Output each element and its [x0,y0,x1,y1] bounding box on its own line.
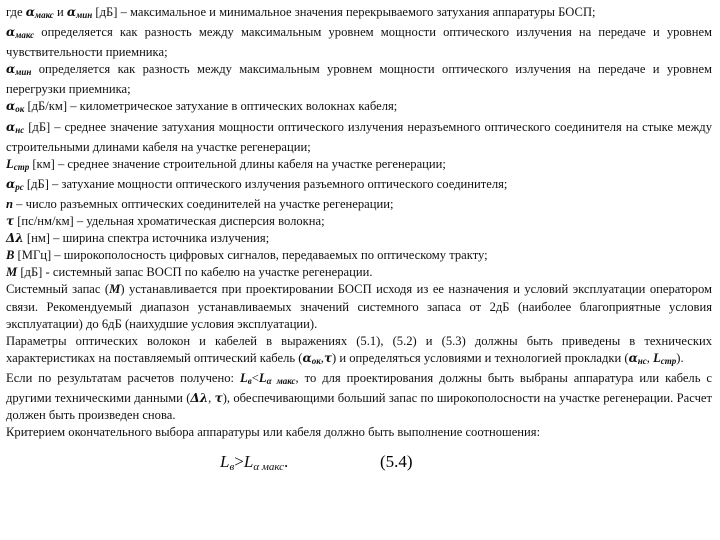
text: где [6,5,26,19]
formula [220,452,288,473]
text-line [6,4,712,24]
text-line [6,213,712,230]
text-line [6,424,712,441]
formula-number: (5.4) [380,452,413,471]
text: ). [676,350,684,365]
formula-subscript: в [229,461,235,473]
text: Системный запас ( [6,282,110,297]
alpha-symbol: α [6,25,16,40]
tau-symbol: τ [214,390,223,405]
alpha-symbol: α [6,119,16,134]
text: , [646,350,654,365]
subscript: стр [13,161,30,172]
subscript: мин [15,67,32,78]
text: – число разъемных оптических соединителей на участке регенерации; [13,196,394,211]
text: [дБ] - системный запас ВОСП по кабелю на участке регенерации. [17,265,373,280]
paragraph [6,370,712,424]
symbol: B [6,248,15,263]
paragraph [6,281,712,332]
text: определяется как разность между максимальным уровнем мощности оптического излучения на передаче и уровнем чувствительности приемника; [6,25,712,60]
symbol: L [6,156,14,171]
formula-subscript: α макс [253,461,284,473]
text: ), обеспечивающими больший запас по широкополосности на участке регенерации. Расчет должен быть произведен снова. [6,390,712,423]
text: определяется как разность между максимальным уровнем мощности оптического излучения на передаче и уровнем перегрузки приемника; [6,62,712,97]
alpha-symbol: α [302,350,312,365]
text: Если по результатам расчетов получено: [6,370,241,385]
text: < [251,370,259,385]
text: [км] – среднее значение строительной длины кабеля на участке регенерации; [29,156,446,171]
subscript: нс [15,124,25,135]
subscript: нс [637,355,647,366]
text: [дБ] – максимальное и минимальное значения перекрываемого затухания аппаратуры БОСП; [92,5,596,19]
text: [дБ] – среднее значение затухания мощности оптического излучения неразъемного оптического соединителя на стыке между строительными длинами кабеля на участке регенерации; [6,119,712,154]
subscript: ок [15,104,25,115]
formula-operator: > [234,452,244,471]
subscript: стр [660,355,677,366]
alpha-symbol: α [66,5,77,19]
text-line [6,247,712,264]
formula-symbol: L [220,452,230,471]
alpha-symbol: α [6,62,16,77]
delta-lambda-symbol: Δλ [6,231,24,246]
text: Параметры оптических волокон и кабелей в выражениях (5.1), (5.2) и (5.3) должны быть приведены в технических характеристиках на поставляемый оптический кабель ( [6,333,712,365]
text-line [6,196,712,213]
text: [пс/нм/км] – удельная хроматическая дисперсия волокна; [14,214,325,229]
text-line [6,24,712,61]
tau-symbol: τ [323,350,333,365]
subscript: макс [15,30,35,41]
text-line [6,156,712,176]
symbol: n [6,196,14,211]
subscript: α макс [266,375,296,386]
symbol: М [109,282,121,297]
text: , [320,350,324,365]
subscript: в [247,375,252,386]
alpha-symbol: α [6,176,16,191]
alpha-symbol: α [628,350,638,365]
text: [нм] – ширина спектра источника излучения; [23,231,270,246]
text: [МГц] – широкополосность цифровых сигналов, передаваемых по оптическому тракту; [14,248,488,263]
document-body [6,4,712,441]
subscript: рс [15,181,24,192]
alpha-symbol: α [6,99,16,114]
subscript: ок [311,355,321,366]
paragraph [6,333,712,370]
text-line [6,230,712,247]
text-line [6,61,712,98]
symbol: M [6,265,18,280]
tau-symbol: τ [6,214,15,229]
subscript: макс [34,10,54,20]
delta-lambda-symbol: Δλ [190,390,209,405]
text-line [6,264,712,281]
text: [дБ] – затухание мощности оптического излучения разъемного оптического соединителя; [23,176,508,191]
subscript: мин [76,10,93,20]
text: [дБ/км] – километрическое затухание в оптических волокнах кабеля; [24,99,398,114]
text: , то для проектирования должны быть выбраны аппаратура или кабель с другими техническими данными ( [6,370,713,405]
text-line [6,119,712,156]
symbol: L [653,350,661,365]
text-line [6,176,712,196]
symbol: L [240,370,248,385]
formula-operator: . [283,452,289,471]
text: ) устанавливается при проектировании БОСП исходя из ее назначения и условий эксплуатации оператором связи. Рекомендуемый диапазон устанавливаемых значений системного запаса от 2дБ (наиболее благоприятные условия эксплуатации) до 6дБ (наихудшие условия эксплуатации). [6,282,712,331]
symbol: L [258,370,267,385]
text: и [53,5,67,19]
text-line [6,98,712,118]
text: , [208,390,215,405]
text: Критерием окончательного выбора аппаратуры или кабеля должно быть выполнение соотношения: [6,425,541,440]
alpha-symbol: α [25,5,35,19]
formula-symbol: L [243,452,254,471]
text: ) и определяться условиями и технологией прокладки ( [332,350,629,365]
